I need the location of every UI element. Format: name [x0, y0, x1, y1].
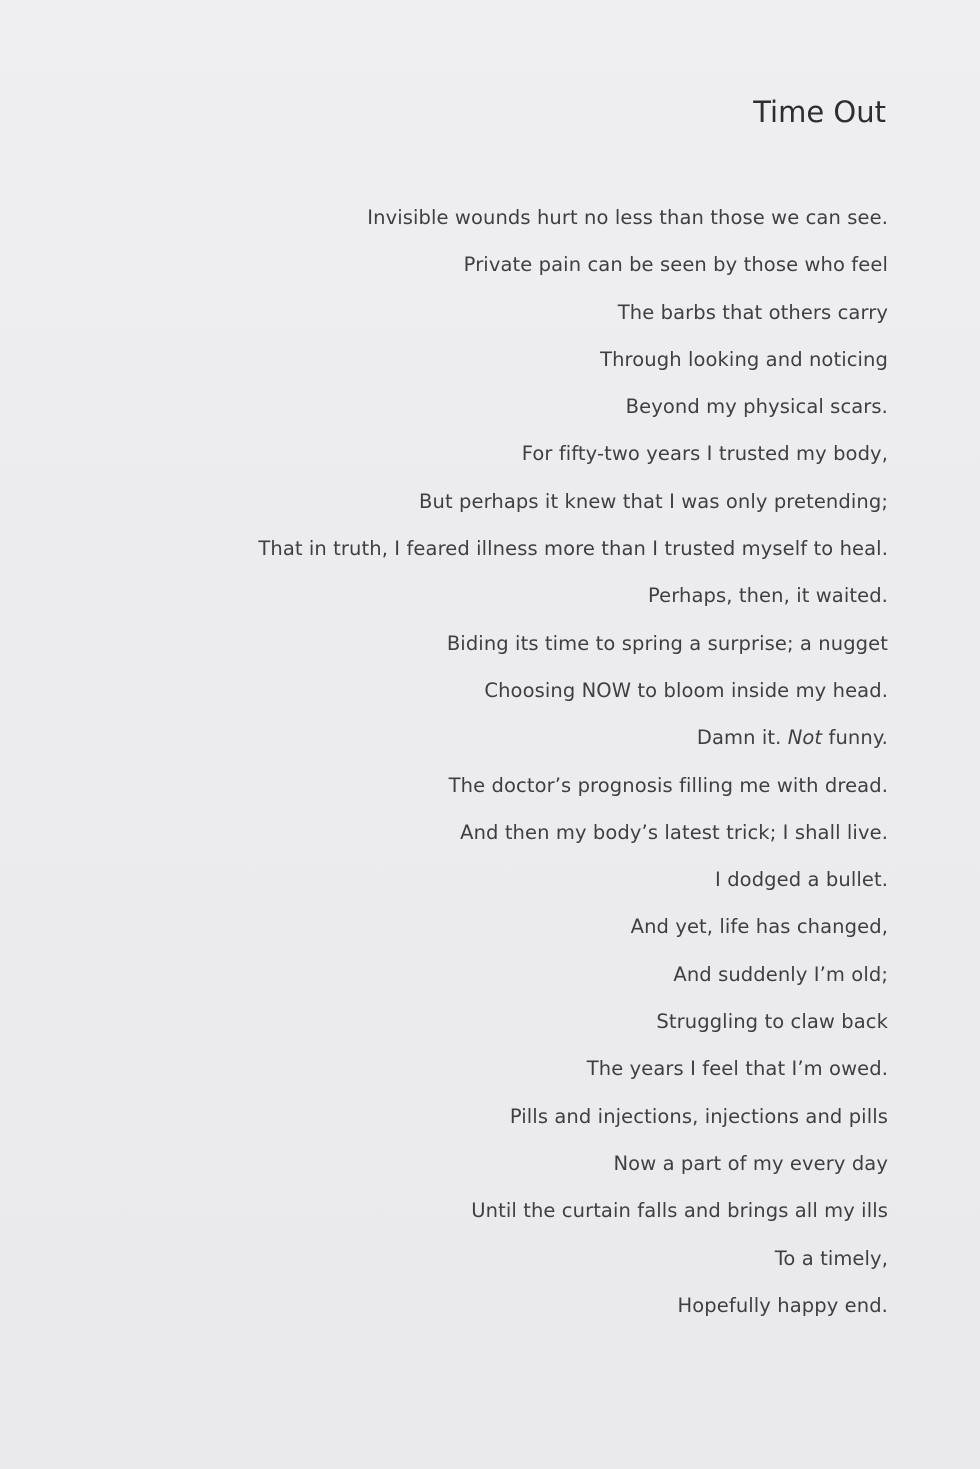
poem-line: Beyond my physical scars. [625, 395, 888, 419]
poem-line: Hopefully happy end. [677, 1293, 888, 1317]
poem-line: Through looking and noticing [600, 347, 888, 371]
poem-line: Biding its time to spring a surprise; a nugget [446, 631, 888, 655]
poem-line: But perhaps it knew that I was only pretending; [419, 489, 888, 513]
poem-title: Time Out [753, 95, 886, 129]
poem-line: Choosing NOW to bloom inside my head. [484, 678, 888, 702]
poem-line: And suddenly I’m old; [673, 962, 888, 986]
poem-line-text: funny. [822, 726, 888, 750]
poem-line: Perhaps, then, it waited. [647, 584, 888, 608]
poem [88, 92, 888, 1329]
poem-line: I dodged a bullet. [715, 868, 888, 892]
poem-line-emphasis: Not [787, 726, 823, 750]
poem-line: That in truth, I feared illness more than I trusted myself to heal. [258, 537, 888, 561]
poem-line: To a timely, [774, 1246, 888, 1270]
poem-line: Invisible wounds hurt no less than those we can see. [367, 206, 888, 229]
poem-line: For fifty-two years I trusted my body, [521, 442, 888, 466]
poem-line: And yet, life has changed, [630, 915, 888, 939]
poem-line [88, 714, 888, 761]
poem-line-text: Damn it. [696, 726, 788, 750]
poem-line: Private pain can be seen by those who feel [463, 253, 888, 277]
poem-line: The years I feel that I’m owed. [586, 1057, 888, 1081]
poem-line: Until the curtain falls and brings all my ills [471, 1199, 888, 1223]
poem-line: The barbs that others carry [617, 300, 888, 324]
poem-line: Now a part of my every day [613, 1151, 888, 1175]
poem-line: And then my body’s latest trick; I shall live. [460, 820, 888, 844]
poem-line: The doctor’s prognosis filling me with dread. [448, 773, 888, 797]
poem-line: Pills and injections, injections and pills [509, 1104, 888, 1128]
poem-line: Struggling to claw back [656, 1010, 888, 1034]
